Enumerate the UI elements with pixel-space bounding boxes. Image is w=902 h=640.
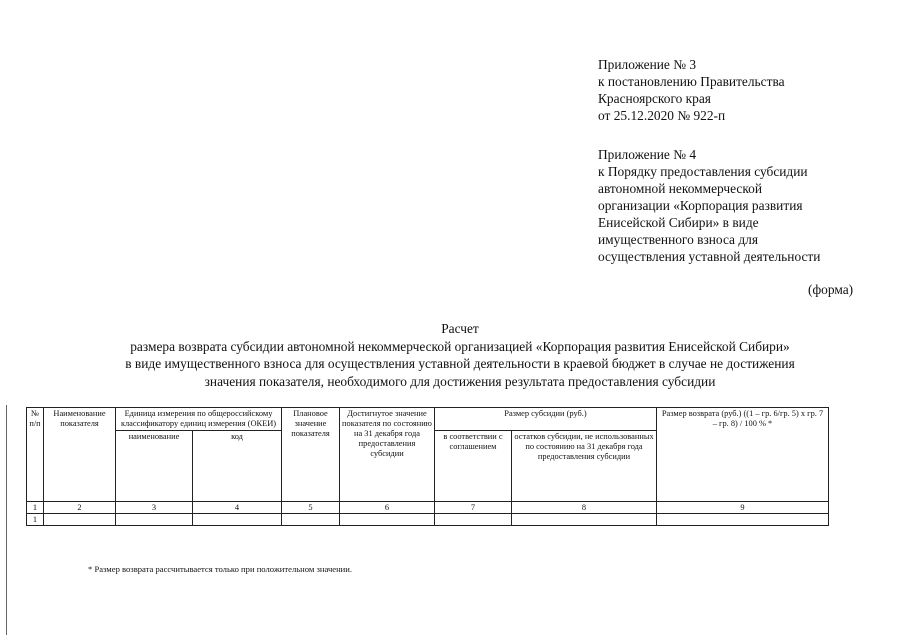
header-subsidy-agreement: в соответствии с соглашением — [435, 431, 512, 502]
table-cell: 1 — [27, 514, 44, 526]
column-number-row — [27, 502, 829, 514]
table-cell — [340, 514, 435, 526]
column-number: 6 — [340, 502, 435, 514]
document-title — [40, 320, 880, 390]
header-refund: Размер возврата (руб.) ((1 – гр. 6/гр. 5) х гр. 7 – гр. 8) / 100 % * — [657, 408, 829, 502]
table-row — [27, 514, 829, 526]
column-number: 8 — [512, 502, 657, 514]
header-indicator: Наименование показателя — [44, 408, 116, 502]
column-number: 5 — [282, 502, 340, 514]
table-cell — [282, 514, 340, 526]
form-label: (форма) — [808, 282, 854, 297]
table-cell — [44, 514, 116, 526]
column-number: 1 — [27, 502, 44, 514]
column-number: 9 — [657, 502, 829, 514]
appendix-line: к постановлению Правительства — [598, 74, 785, 89]
header-row-top — [27, 408, 829, 431]
column-number: 3 — [116, 502, 193, 514]
calculation-table — [26, 407, 829, 526]
header-unit-name: наименование — [116, 431, 193, 502]
header-subsidy: Размер субсидии (руб.) — [435, 408, 657, 431]
appendix-4-header — [598, 146, 820, 265]
header-achieved: Достигнутое значение показателя по состоянию на 31 декабря года предоставления субсидии — [340, 408, 435, 502]
column-number: 7 — [435, 502, 512, 514]
appendix-3-header — [598, 56, 785, 124]
appendix-line: Красноярского края — [598, 91, 711, 106]
appendix-line: Енисейской Сибири» в виде — [598, 215, 759, 230]
appendix-line: Приложение № 4 — [598, 147, 697, 162]
appendix-line: к Порядку предоставления субсидии — [598, 164, 808, 179]
appendix-line: осуществления уставной деятельности — [598, 249, 821, 264]
header-unit: Единица измерения по общероссийскому классификатору единиц измерения (ОКЕИ) — [116, 408, 282, 431]
appendix-line: имущественного взноса для — [598, 232, 758, 247]
title-line: в виде имущественного взноса для осуществления уставной деятельности в краевой бюджет в случае не достижения — [125, 356, 795, 371]
title-line: Расчет — [441, 321, 479, 336]
appendix-line: Приложение № 3 — [598, 57, 697, 72]
table-cell — [435, 514, 512, 526]
appendix-line: автономной некоммерческой — [598, 181, 763, 196]
table-cell — [512, 514, 657, 526]
table-cell — [116, 514, 193, 526]
appendix-line: организации «Корпорация развития — [598, 198, 803, 213]
appendix-line: от 25.12.2020 № 922-п — [598, 108, 726, 123]
table-cell — [657, 514, 829, 526]
column-number: 4 — [193, 502, 282, 514]
header-planned: Плановое значение показателя — [282, 408, 340, 502]
table-cell — [193, 514, 282, 526]
header-no: № п/п — [27, 408, 44, 502]
scan-edge-line — [6, 405, 7, 635]
title-line: размера возврата субсидии автономной некоммерческой организацией «Корпорация развития Енисейской Сибири» — [130, 338, 790, 354]
footnote: * Размер возврата рассчитывается только при положительном значении. — [88, 564, 353, 574]
column-number: 2 — [44, 502, 116, 514]
header-unit-code: код — [193, 431, 282, 502]
header-subsidy-remaining: остатков субсидии, не использованных по состоянию на 31 декабря года предоставления субсидии — [512, 431, 657, 502]
title-line: значения показателя, необходимого для достижения результата предоставления субсидии — [204, 373, 716, 389]
